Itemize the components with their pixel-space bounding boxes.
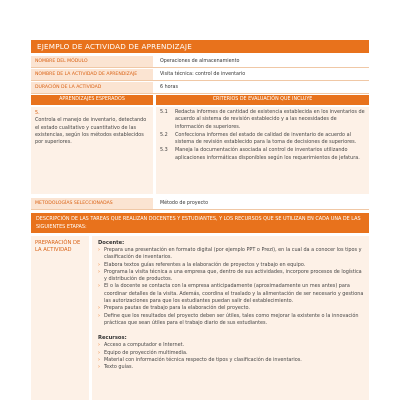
criterio-text: Maneja la documentación asociada al control de inventarios utilizando aplicaciones informáticas disponibles según los requerimientos de jefatura. — [175, 147, 360, 161]
criterio-item — [160, 147, 365, 162]
bullet-icon: › — [98, 283, 100, 290]
bullet-icon: › — [98, 349, 100, 356]
list-item: › El o la docente se contacta con la empresa anticipadamente (aproximadamente un mes antes) para coordinar detalles de la visita. Además, coordina el traslado y la alimentación de ser necesario y gestiona las autorizaciones para que los estudiantes puedan salir del establecimiento. — [98, 283, 364, 305]
preparacion-label-cell — [31, 236, 89, 400]
recursos-list — [92, 342, 369, 371]
preparacion-label: PREPARACIÓN DE LA ACTIVIDAD — [35, 240, 81, 253]
list-item: › Programa la visita técnica a una empresa que, dentro de sus actividades, incorpore procesos de logística y distribución de productos. — [98, 268, 362, 283]
bullet-icon: › — [98, 268, 100, 275]
criterio-text: Redacta informes de cantidad de existencia establecida en los inventarios de acuerdo al sistema de revisión establecido y a las necesidades de información de superiores. — [175, 109, 365, 130]
info-value: 6 horas — [160, 85, 178, 90]
criterios-cell — [156, 107, 369, 194]
list-item: › Define que los resultados del proyecto deben ser útiles, tales como mejorar la existente o la innovación prácticas que sean útiles para el trabajo diario de sus estudiantes. — [98, 312, 359, 326]
info-label: NOMBRE DEL MÓDULO — [31, 56, 153, 67]
descripcion-banner: DESCRIPCIÓN DE LAS TAREAS QUE REALIZAN DOCENTES Y ESTUDIANTES, Y LOS RECURSOS QUE SE UTILIZAN EN CADA UNA DE LAS SIGUIENTES ETAPAS: — [31, 213, 369, 233]
list-item: › Elabora textos guías referentes a la elaboración de proyectos y trabajo en equipo. — [98, 261, 306, 268]
bullet-icon: › — [98, 261, 100, 268]
bullet-icon: › — [98, 247, 100, 253]
criterio-item — [160, 109, 365, 131]
info-label: NOMBRE DE LA ACTIVIDAD DE APRENDIZAJE — [31, 69, 153, 80]
bullet-icon: › — [98, 312, 100, 319]
bullet-icon: › — [98, 342, 100, 349]
docente-heading: Docente: — [98, 240, 125, 246]
aprendizajes-header: APRENDIZAJES ESPERADOS — [31, 95, 153, 105]
list-item: › Prepara una presentación en formato digital (por ejemplo PPT o Prezi), en la cual da a conocer los tipos y clasificación de inventarios. — [98, 247, 362, 261]
bullet-icon: › — [98, 364, 100, 371]
activity-title-banner: EJEMPLO DE ACTIVIDAD DE APRENDIZAJE — [31, 40, 369, 53]
criterio-number: 5.3 — [160, 147, 168, 154]
info-label: DURACIÓN DE LA ACTIVIDAD — [31, 82, 153, 93]
criterio-item — [160, 132, 365, 147]
metodologias-value: Método de proyecto — [160, 201, 209, 206]
info-row-duracion — [31, 82, 369, 94]
info-row-actividad — [31, 69, 369, 81]
list-item: › Material con información técnica respecto de tipos y clasificación de inventarios. — [98, 356, 302, 363]
list-item: › Texto guías. — [98, 364, 134, 371]
criterio-number: 5.2 — [160, 131, 168, 138]
bullet-icon: › — [98, 305, 100, 312]
info-value: Visita técnica: control de inventario — [160, 72, 246, 77]
docente-list — [92, 247, 369, 327]
aprendizaje-number: 5. — [35, 110, 40, 116]
metodologias-label: METODOLOGÍAS SELECCIONADAS — [31, 198, 153, 209]
list-item: › Equipo de proyección multimedia. — [98, 349, 188, 356]
aprendizaje-text: Controla el manejo de inventario, detectando el estado cualitativo y cuantitativo de las existencias, según los métodos establecidos por superiores. — [35, 117, 147, 146]
criterio-number: 5.1 — [160, 109, 168, 115]
info-row-modulo — [31, 56, 369, 68]
metodologias-row — [31, 198, 369, 210]
preparacion-content — [92, 236, 369, 400]
recursos-heading: Recursos: — [98, 335, 127, 342]
criterio-text: Confecciona informes del estado de calidad de inventario de acuerdo al sistema de revisión establecido para la toma de decisiones de superiores. — [175, 131, 357, 146]
bullet-icon: › — [98, 356, 100, 363]
aprendizaje-cell — [31, 107, 153, 194]
info-value: Operaciones de almacenamiento — [160, 59, 240, 64]
list-item: › Prepara pautas de trabajo para la elaboración del proyecto. — [98, 305, 250, 312]
criterios-header: CRITERIOS DE EVALUACIÓN QUE INCLUYE — [156, 95, 369, 105]
list-item: › Acceso a computador e Internet. — [98, 342, 185, 349]
